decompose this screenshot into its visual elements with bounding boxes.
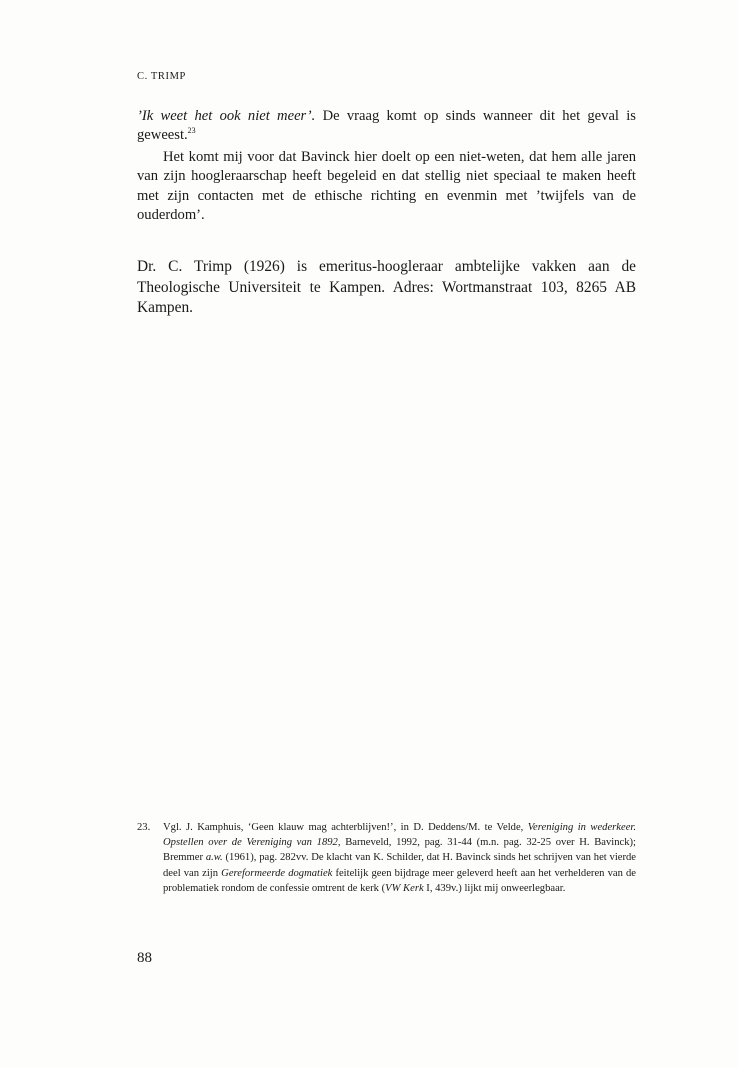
running-head: C. TRIMP <box>137 71 186 82</box>
footnote-segment: , Barneveld, 1992, pag. 31-44 (m.n. pag. 32-25 over H. Bavinck); Bremmer <box>163 837 636 864</box>
paragraph-1 <box>137 107 636 146</box>
footnote-text <box>163 820 636 896</box>
footnote-dogmatiek-italic: Gereformeerde dogmatiek <box>221 867 333 879</box>
footnote-23 <box>137 820 636 896</box>
footnote-segment: feitelijk geen bijdrage meer geleverd heeft aan het verhelderen van de problematiek rondom de confessie omtrent de kerk ( <box>163 867 636 894</box>
footnote-segment: I, 439v.) lijkt mij onweerlegbaar. <box>423 882 566 894</box>
footnote-number: 23. <box>137 822 151 833</box>
footnote-aw-italic: a.w. <box>205 852 223 864</box>
quote-text: ’Ik weet het ook niet meer’. <box>137 108 316 124</box>
paragraph-2: Het komt mij voor dat Bavinck hier doelt op een niet-weten, dat hem alle jaren van zijn hoogleraarschap heeft begeleid en dat stellig niet speciaal te maken heeft met zijn contacten met de ethische richting en evenmin met ’twijfels van de ouderdom’. <box>137 149 636 224</box>
author-bio: Dr. C. Trimp (1926) is emeritus-hoogleraar ambtelijke vakken aan de Theologische Universiteit te Kampen. Adres: Wortmanstraat 103, 8265 AB Kampen. <box>137 258 636 317</box>
footnote-title-italic: Vereniging in wederkeer. Opstellen over de Vereniging van 1892 <box>163 822 637 849</box>
footnote-reference: 23 <box>187 126 196 136</box>
footnote-vwkerk-italic: VW Kerk <box>385 882 424 894</box>
paragraph-1-text: De vraag komt op sinds wanneer dit het geval is geweest. <box>137 108 636 144</box>
page-number: 88 <box>137 950 152 966</box>
footnote-segment: (1961), pag. 282vv. De klacht van K. Schilder, dat H. Bavinck sinds het schrijven van het vierde deel van zijn <box>163 852 636 879</box>
footnote-segment: Vgl. J. Kamphuis, ‘Geen klauw mag achterblijven!’, in D. Deddens/M. te Velde, <box>163 822 528 833</box>
